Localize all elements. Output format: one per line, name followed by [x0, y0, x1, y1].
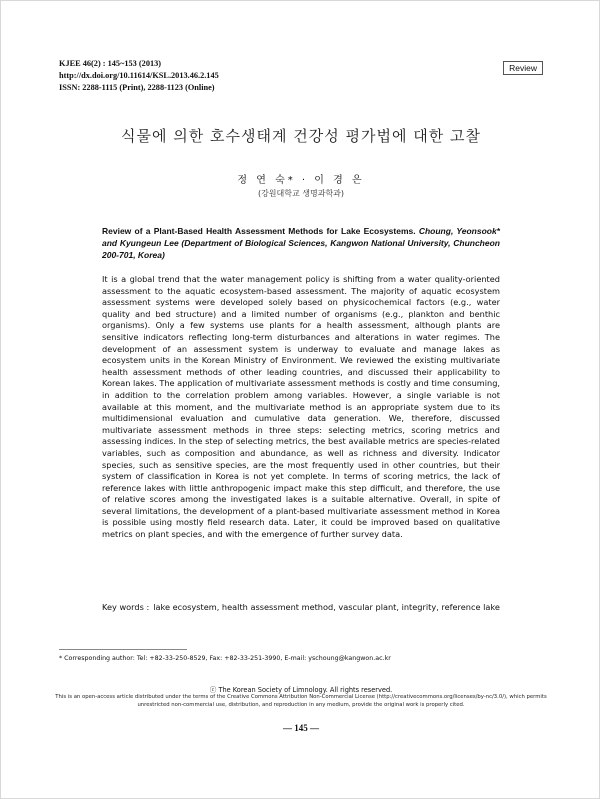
- journal-meta: [59, 58, 219, 94]
- english-title: Review of a Plant-Based Health Assessment Methods for Lake Ecosystems.: [102, 226, 416, 236]
- journal-citation: KJEE 46(2) : 145~153 (2013): [59, 59, 162, 68]
- english-authors: Choung, Yeonsook* and Kyungeun Lee (Department of Biological Sciences, Kangwon National University, Chuncheon 200-701, Korea): [102, 226, 500, 260]
- keywords: [102, 602, 500, 614]
- page-number: — 145 —: [283, 723, 319, 733]
- keywords-text: lake ecosystem, health assessment method, vascular plant, integrity, reference lake: [153, 602, 500, 612]
- english-title-block: [102, 225, 500, 261]
- footnote-divider: [59, 649, 187, 650]
- copyright-notice: ⓒ The Korean Society of Limnology. All rights reserved.: [209, 686, 393, 694]
- license-notice: This is an open-access article distributed under the terms of the Creative Commons Attribution Non-Commercial License (http://creativecommons.org/licenses/by-nc/3.0/), which permits unrestricted non-commercial use, distribution, and reproduction in any medium, provide the original work is properly cited.: [55, 694, 547, 708]
- article-type-badge: Review: [503, 61, 543, 75]
- authors-korean: 정 연 숙* · 이 경 은: [237, 175, 365, 186]
- affiliation-korean: (강원대학교 생명과학과): [257, 189, 345, 198]
- keywords-label: Key words :: [102, 602, 150, 612]
- corresponding-author-footnote: * Corresponding author: Tel: +82-33-250-8529, Fax: +82-33-251-3990, E-mail: yschoung@kangwon.ac.kr: [59, 655, 391, 662]
- paper-title-korean: 식물에 의한 호수생태계 건강성 평가법에 대한 고찰: [121, 127, 481, 145]
- doi-link[interactable]: http://dx.doi.org/10.11614/KSL.2013.46.2.145: [59, 71, 219, 80]
- issn: ISSN: 2288-1115 (Print), 2288-1123 (Online): [59, 83, 215, 92]
- abstract: It is a global trend that the water management policy is shifting from a water quality-oriented assessment to the aquatic ecosystem-based assessment. The majority of aquatic ecosystem assessment systems were developed solely based on physicochemical factors (e.g., water quality and bed structure) and a limited number of organisms (e.g., plankton and benthic organisms). Only a few systems use plants for a health assessment, although plants are sensitive indicators reflecting long-term disturbances and alterations in water regimes. The development of an assessment system is underway to evaluate and manage lakes as ecosystem units in the Korean Ministry of Environment. We reviewed the existing multivariate health assessment methods of other leading countries, and discussed their applicability to Korean lakes. The application of multivariate assessment methods is costly and time consuming, in addition to the correlation problem among variables. However, a single variable is not available at this moment, and the multivariate method is an appropriate system due to its multidimensional evaluation and cumulative data generation. We, therefore, discussed multivariate assessment methods in three steps: selecting metrics, scoring metrics and assessing indices. In the step of selecting metrics, the best available metrics are species-related variables, such as composition and abundance, as well as richness and diversity. Indicator species, such as sensitive species, are the most frequently used in other countries, but their system of classification in Korea is not yet complete. In terms of scoring metrics, the lack of reference lakes with little anthropogenic impact make this step difficult, and therefore, the use of relative scores among the investigated lakes is a suitable alternative. Overall, in spite of several limitations, the development of a plant-based multivariate assessment method in Korea is possible using mostly field research data. Later, it could be improved based on qualitative metrics on plant species, and with the emergence of further survey data.: [102, 274, 500, 540]
